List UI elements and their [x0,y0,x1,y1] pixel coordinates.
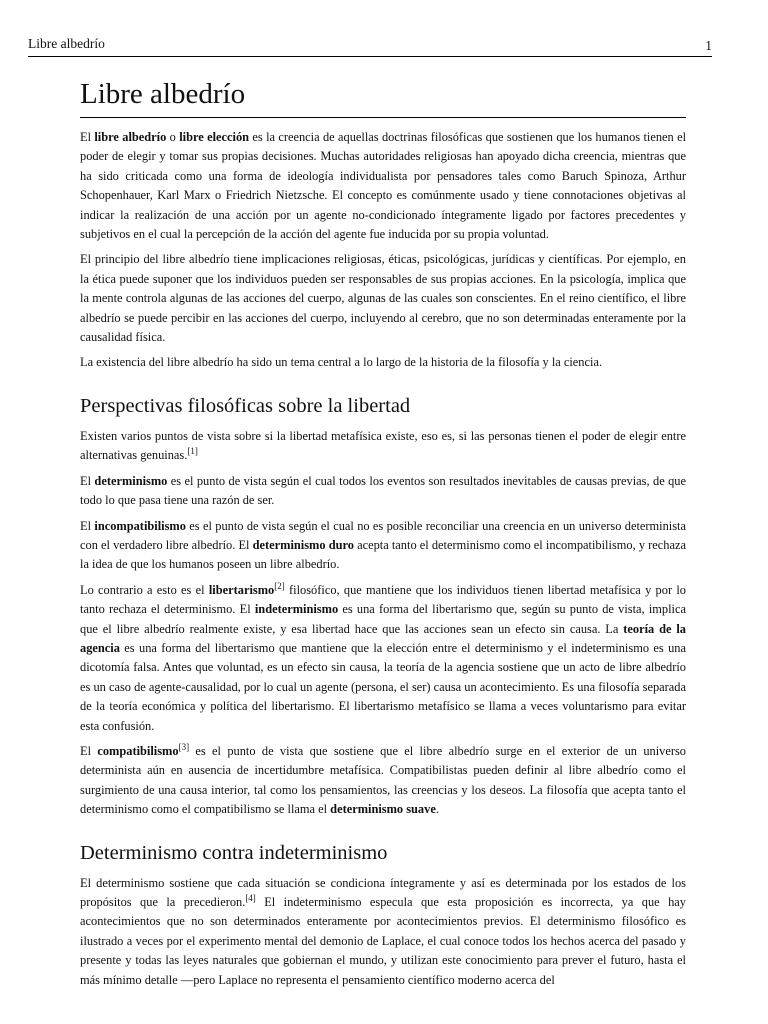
text-run: La existencia del libre albedrío ha sido un tema central a lo largo de la historia de la filosofía y la ciencia. [80,355,603,370]
text-run: Lo contrario a esto es el [80,582,209,597]
text-run: acepta tanto el determinismo como el incompatibilismo, y rechaza la idea de que los humanos poseen un libre albedrío. [80,537,686,572]
text-run: es una forma del libertarismo que mantiene que la elección entre el determinismo y el indeterminismo es una dicotomía falsa. Antes que voluntad, es un efecto sin causa, la teoría de la agencia sostiene que un acto de libre albedrío es un caso de agente-causalidad, por lo cual un agente (persona, el ser) causa un acontecimiento. Es una filosofía separada de la teoría económica y política del libertarismo. El libertarismo metafísico se llama a veces voluntarismo para evitar esta confusión. [80,640,686,733]
paragraph [80,874,686,990]
paragraph [80,472,686,511]
text-run: es una forma del libertarismo que, según su punto de vista, implica que el libre albedrío realmente existe, y esa libertad hace que las acciones sean un efecto sin causa. La [80,602,687,636]
footnote-ref[interactable]: [4] [245,893,256,903]
paragraph [80,742,686,820]
text-run: El [80,130,95,144]
paragraph [80,250,686,347]
text-run: o [166,130,180,144]
bold-term: determinismo suave [330,802,436,817]
text-run: El [80,743,98,758]
text-run: es el punto de vista que sostiene que el libre albedrío surge en el exterior de un universo determinista aún en ausencia de incertidumbre metafísica. Compatibilistas pueden definir al libre albedrío como el surgimiento de una causa interior, tal como los pensamientos, las creencias y los deseos. La filosofía que acepta tanto el determinismo como el compatibilismo se llama el [80,743,686,817]
running-header-title: Libre albedrío [28,36,105,51]
text-run: El [80,518,95,533]
bold-term: determinismo [94,473,168,488]
article-section [80,840,686,990]
text-run: es la creencia de aquellas doctrinas filosóficas que sostienen que los humanos tienen el poder de elegir y tomar sus propias decisiones. Muchas autoridades religiosas han apoyado dicha creencia, mientras que ha sido criticada como una forma de ideología individualista por pensadores tales como Baruch Spinoza, Arthur Schopenhauer, Karl Marx o Friedrich Nietzsche. El concepto es comúnmente usado y tiene connotaciones objetivas al indicar la realización de una acción por un agente no-condicionado íntegramente ligado por factores precedentes y subjetivos en el cual la percepción de la acción del agente fue inducida por su propia voluntad. [80,130,687,242]
footnote-ref[interactable]: [2] [274,580,285,591]
article-sections [80,393,686,990]
article-title: Libre albedrío [80,76,686,118]
text-run: El determinismo sostiene que cada situación se condiciona íntegramente y así es determinada por los estados de los propósitos que la precedieron. [80,875,686,909]
bold-term: libertarismo [208,582,275,597]
text-run: es el punto de vista según el cual no es posible reconciliar una creencia en un universo determinista con el verdadero libre albedrío. El [80,518,686,552]
paragraph [80,581,686,736]
article-intro [80,128,686,373]
article-section [80,393,686,820]
bold-term: compatibilismo [97,743,179,758]
running-header [28,36,712,57]
text-run: Existen varios puntos de vista sobre si la libertad metafísica existe, eso es, si las personas tienen el poder de elegir entre alternativas genuinas. [80,428,686,463]
page-number: 1 [705,38,712,53]
bold-term: teoría de la agencia [80,621,686,655]
text-run: . [435,802,439,817]
bold-term: libre albedrío [94,130,167,144]
paragraph [80,353,686,372]
bold-term: determinismo duro [252,537,354,552]
text-run: El principio del libre albedrío tiene implicaciones religiosas, éticas, psicológicas, jurídicas y científicas. Por ejemplo, en la ética puede suponer que los individuos pueden ser responsables de sus propias acciones. En la psicología, implica que la mente controla algunas de las acciones del cuerpo, algunas de las cuales son conscientes. En el reino científico, el libre albedrío se puede percibir en las acciones del cuerpo, incluyendo al cerebro, que no son determinadas enteramente por la causalidad física. [80,252,686,345]
text-run: El [80,473,95,488]
paragraph [80,517,686,575]
bold-term: libre elección [179,130,250,144]
section-heading: Perspectivas filosóficas sobre la libertad [80,394,411,417]
text-run: filosófico, que mantiene que los individuos tienen libertad metafísica y por lo tanto rechaza el determinismo. El [80,582,686,617]
text-run: El indeterminismo especula que esta proposición es incorrecta, ya que hay acontecimientos que no son determinados enteramente por acontecimientos previos. El determinismo filosófico es ilustrado a veces por el experimento mental del demonio de Laplace, el cual conoce todos los hechos acerca del pasado y presente y todas las leyes naturales que gobiernan el mundo, y utilizan este conocimiento para prever el futuro, hasta el más mínimo detalle —pero Laplace no representa el pensamiento científico moderno acerca del [80,895,686,987]
article-body [80,76,686,996]
bold-term: indeterminismo [254,602,339,617]
paragraph [80,128,686,244]
text-run: es el punto de vista según el cual todos los eventos son resultados inevitables de causas previas, de que todo lo que pasa tiene una razón de ser. [80,473,686,508]
section-heading: Determinismo contra indeterminismo [80,841,388,864]
footnote-ref[interactable]: [1] [187,446,198,457]
footnote-ref[interactable]: [3] [178,741,190,752]
paragraph [80,427,686,466]
bold-term: incompatibilismo [94,518,186,533]
